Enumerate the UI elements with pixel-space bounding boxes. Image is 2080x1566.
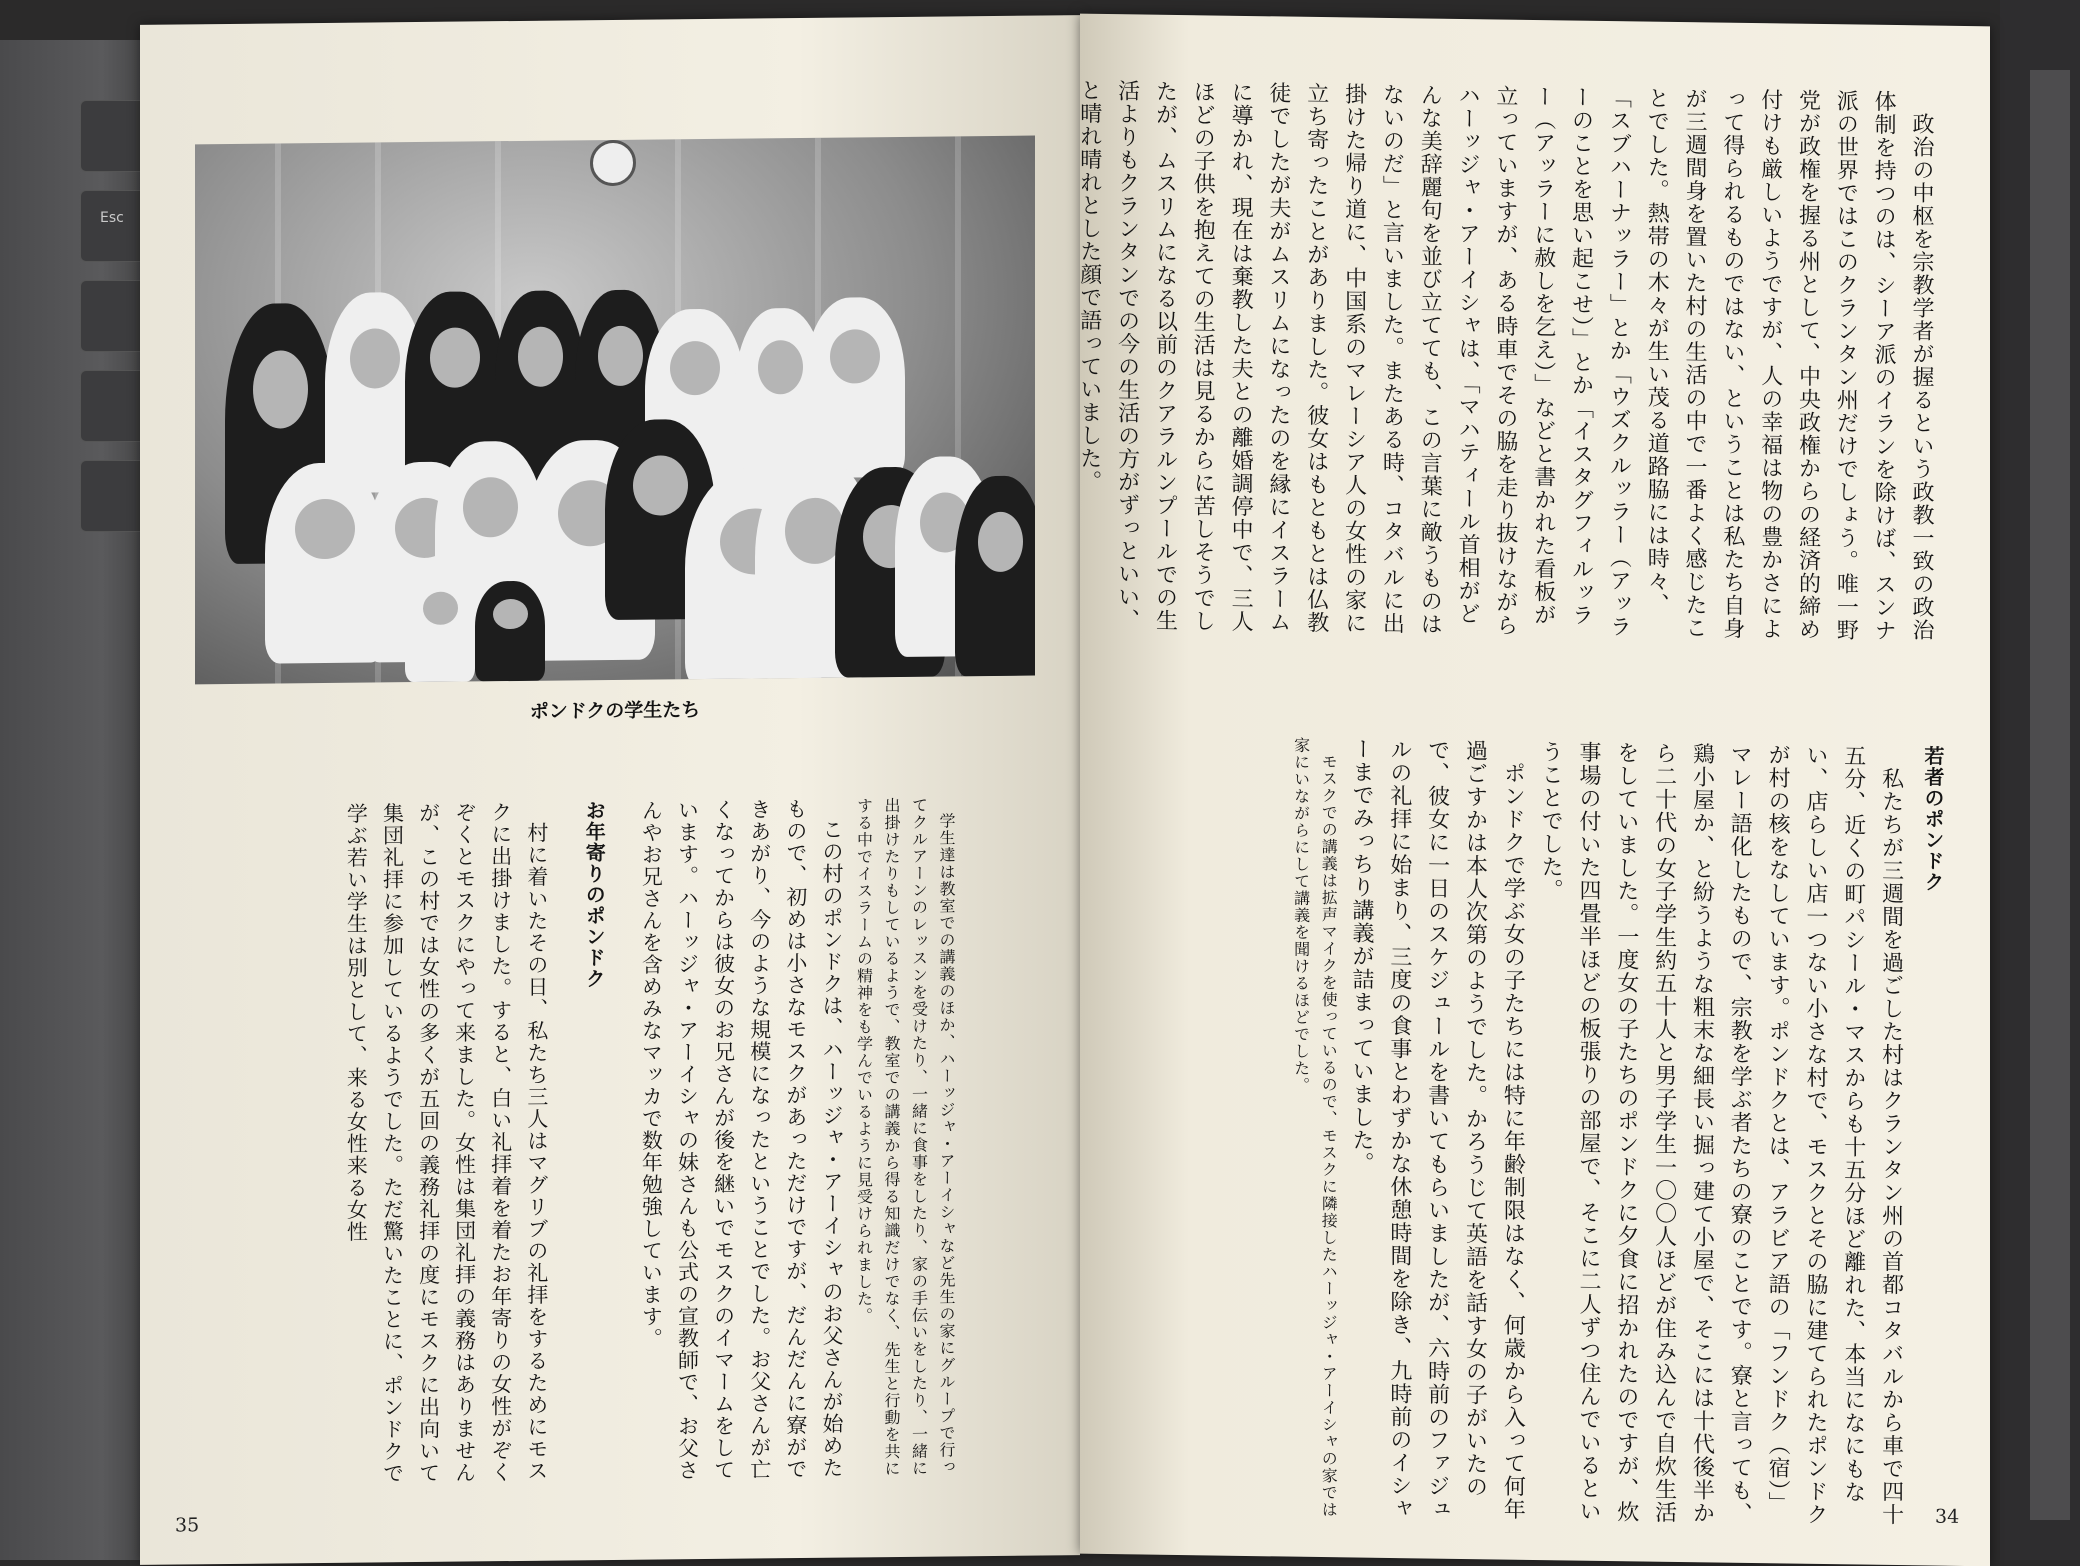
desk-background bbox=[2000, 0, 2080, 1560]
clock-icon bbox=[590, 140, 636, 186]
right-page-top-text bbox=[1076, 78, 1940, 651]
body-paragraph: 村に着いたその日、私たち三人はマグリブの礼拝をするためにモスクに出掛けました。すると、白い礼拝着を着たお年寄りの女性がぞくぞくとモスクにやって来ました。女性は集団礼拝の義務はありませんが、この村では女性の多くが五回の義務礼拝の度にモスクに出向いて集団礼拝に参加しているようでした。ただ驚いたことに、ポンドクで学ぶ若い学生は別として、来る女性来る女性 bbox=[344, 801, 549, 1485]
photo-caption: ポンドクの学生たち bbox=[529, 699, 701, 723]
section-heading: 若者のポンドク bbox=[1921, 745, 1945, 893]
right-page bbox=[1076, 14, 1990, 1566]
right-page-bottom-text bbox=[1140, 734, 1950, 1535]
section-heading: お年寄りのポンドク bbox=[582, 800, 607, 990]
left-page-body bbox=[200, 796, 960, 1494]
group-photo bbox=[195, 136, 1035, 685]
page-number: 34 bbox=[1935, 1505, 1960, 1528]
left-page bbox=[140, 15, 1080, 1565]
page-number: 35 bbox=[175, 1514, 200, 1537]
body-paragraph: モスクでの講義は拡声マイクを使っているので、モスクに隣接したハーッジャ・アーイシャの家では家にいながらにして講義を聞けるほどでした。 bbox=[1291, 736, 1339, 1519]
body-paragraph: ポンドクで学ぶ女の子たちには特に年齢制限はなく、何歳から入って何年過ごすかは本人次第のようでした。かろうじて英語を話す女の子がいたので、彼女に一日のスケジュールを書いてもらいましたが、六時前のファジュルの礼拝に始まり、三度の食事とわずかな休憩時間を除き、九時前のイシャーまでみっちり講義が詰まっていました。 bbox=[1349, 737, 1526, 1521]
body-paragraph: 私たちが三週間を過ごした村はクランタン州の首都コタバルから車で四十五分、近くの町パシール・マスからも十五分ほど離れた、本当になにもない、店らしい店一つない小さな村で、モスクとその脇に建てられたポンドクが村の核をなしています。ポンドクとは、アラビア語の「フンドク（宿）」マレー語化したもので、宗教を学ぶ者たちの寮のことです。寮と言っても、鶏小屋か、と紛うような粗末な細長い掘っ建て小屋で、そこには十代後半から二十代の女子学生約五十人と男子学生一〇〇人ほどが住み込んで自炊生活をしていました。一度女の子たちのポンドクに夕食に招かれたのですが、炊事場の付いた四畳半ほどの板張りの部屋で、そこに二人ずつ住んでいるということでした。 bbox=[1538, 740, 1904, 1527]
esc-key-label: Esc bbox=[100, 210, 124, 226]
body-paragraph: 政治の中枢を宗教学者が握るという政教一致の政治体制を持つのは、シーア派のイランを除けば、スンナ派の世界ではこのクランタン州だけでしょう。唯一野党が政権を握る州として、中央政権からの経済的締め付けも厳しいようですが、人の幸福は物の豊かさによって得られるものではない、ということは私たち自身が三週間身を置いた村の生活の中で一番よく感じたことでした。熱帯の木々が生い茂る道路脇には時々、「スブハーナッラー」とか「ウズクルッラー（アッラーのことを思い起こせ）」とか「イスタグフィルッラー（アッラーに赦しを乞え）」などと書かれた看板が立っていますが、ある時車でその脇を走り抜けながらハーッジャ・アーイシャは、「マハティール首相がどんな美辞麗句を並び立てても、この言葉に敵うものはないのだ」と言いました。またある時、コタバルに出掛けた帰り道に、中国系のマレーシア人の女性の家に立ち寄ったことがありました。彼女はもともとは仏教徒でしたが夫がムスリムになったのを縁にイスラームに導かれ、現在は棄教した夫との離婚調停中で、三人ほどの子供を抱えての生活は見るからに苦しそうでしたが、ムスリムになる以前のクアラルンプールでの生活よりもクランタンでの今の生活の方がずっといい、と晴れ晴れとした顔で語っていました。 bbox=[1076, 78, 1934, 643]
body-paragraph: 学生達は教室での講義のほか、ハーッジャ・アーイシャなど先生の家にグループで行ってクルアーンのレッスンを受けたり、一緒に食事をしたり、家の手伝いをしたり、一緒に出掛けたりもしているようで、教室での講義から得る知識だけでなく、先生と行動を共にする中でイスラームの精神をも学んでいるように見受けられました。 bbox=[854, 796, 956, 1478]
body-paragraph: この村のポンドクは、ハーッジャ・アーイシャのお父さんが始めたもので、初めは小さなモスクがあっただけですが、だんだんに寮ができあがり、今のような規模になったということでした。お父さんが亡くなってからは彼女のお兄さんが後を継いでモスクのイマームをしています。ハーッジャ・アーイシャの妹さんも公式の宣教師で、お父さんやお兄さんを含めみなマッカで数年勉強しています。 bbox=[639, 797, 844, 1482]
